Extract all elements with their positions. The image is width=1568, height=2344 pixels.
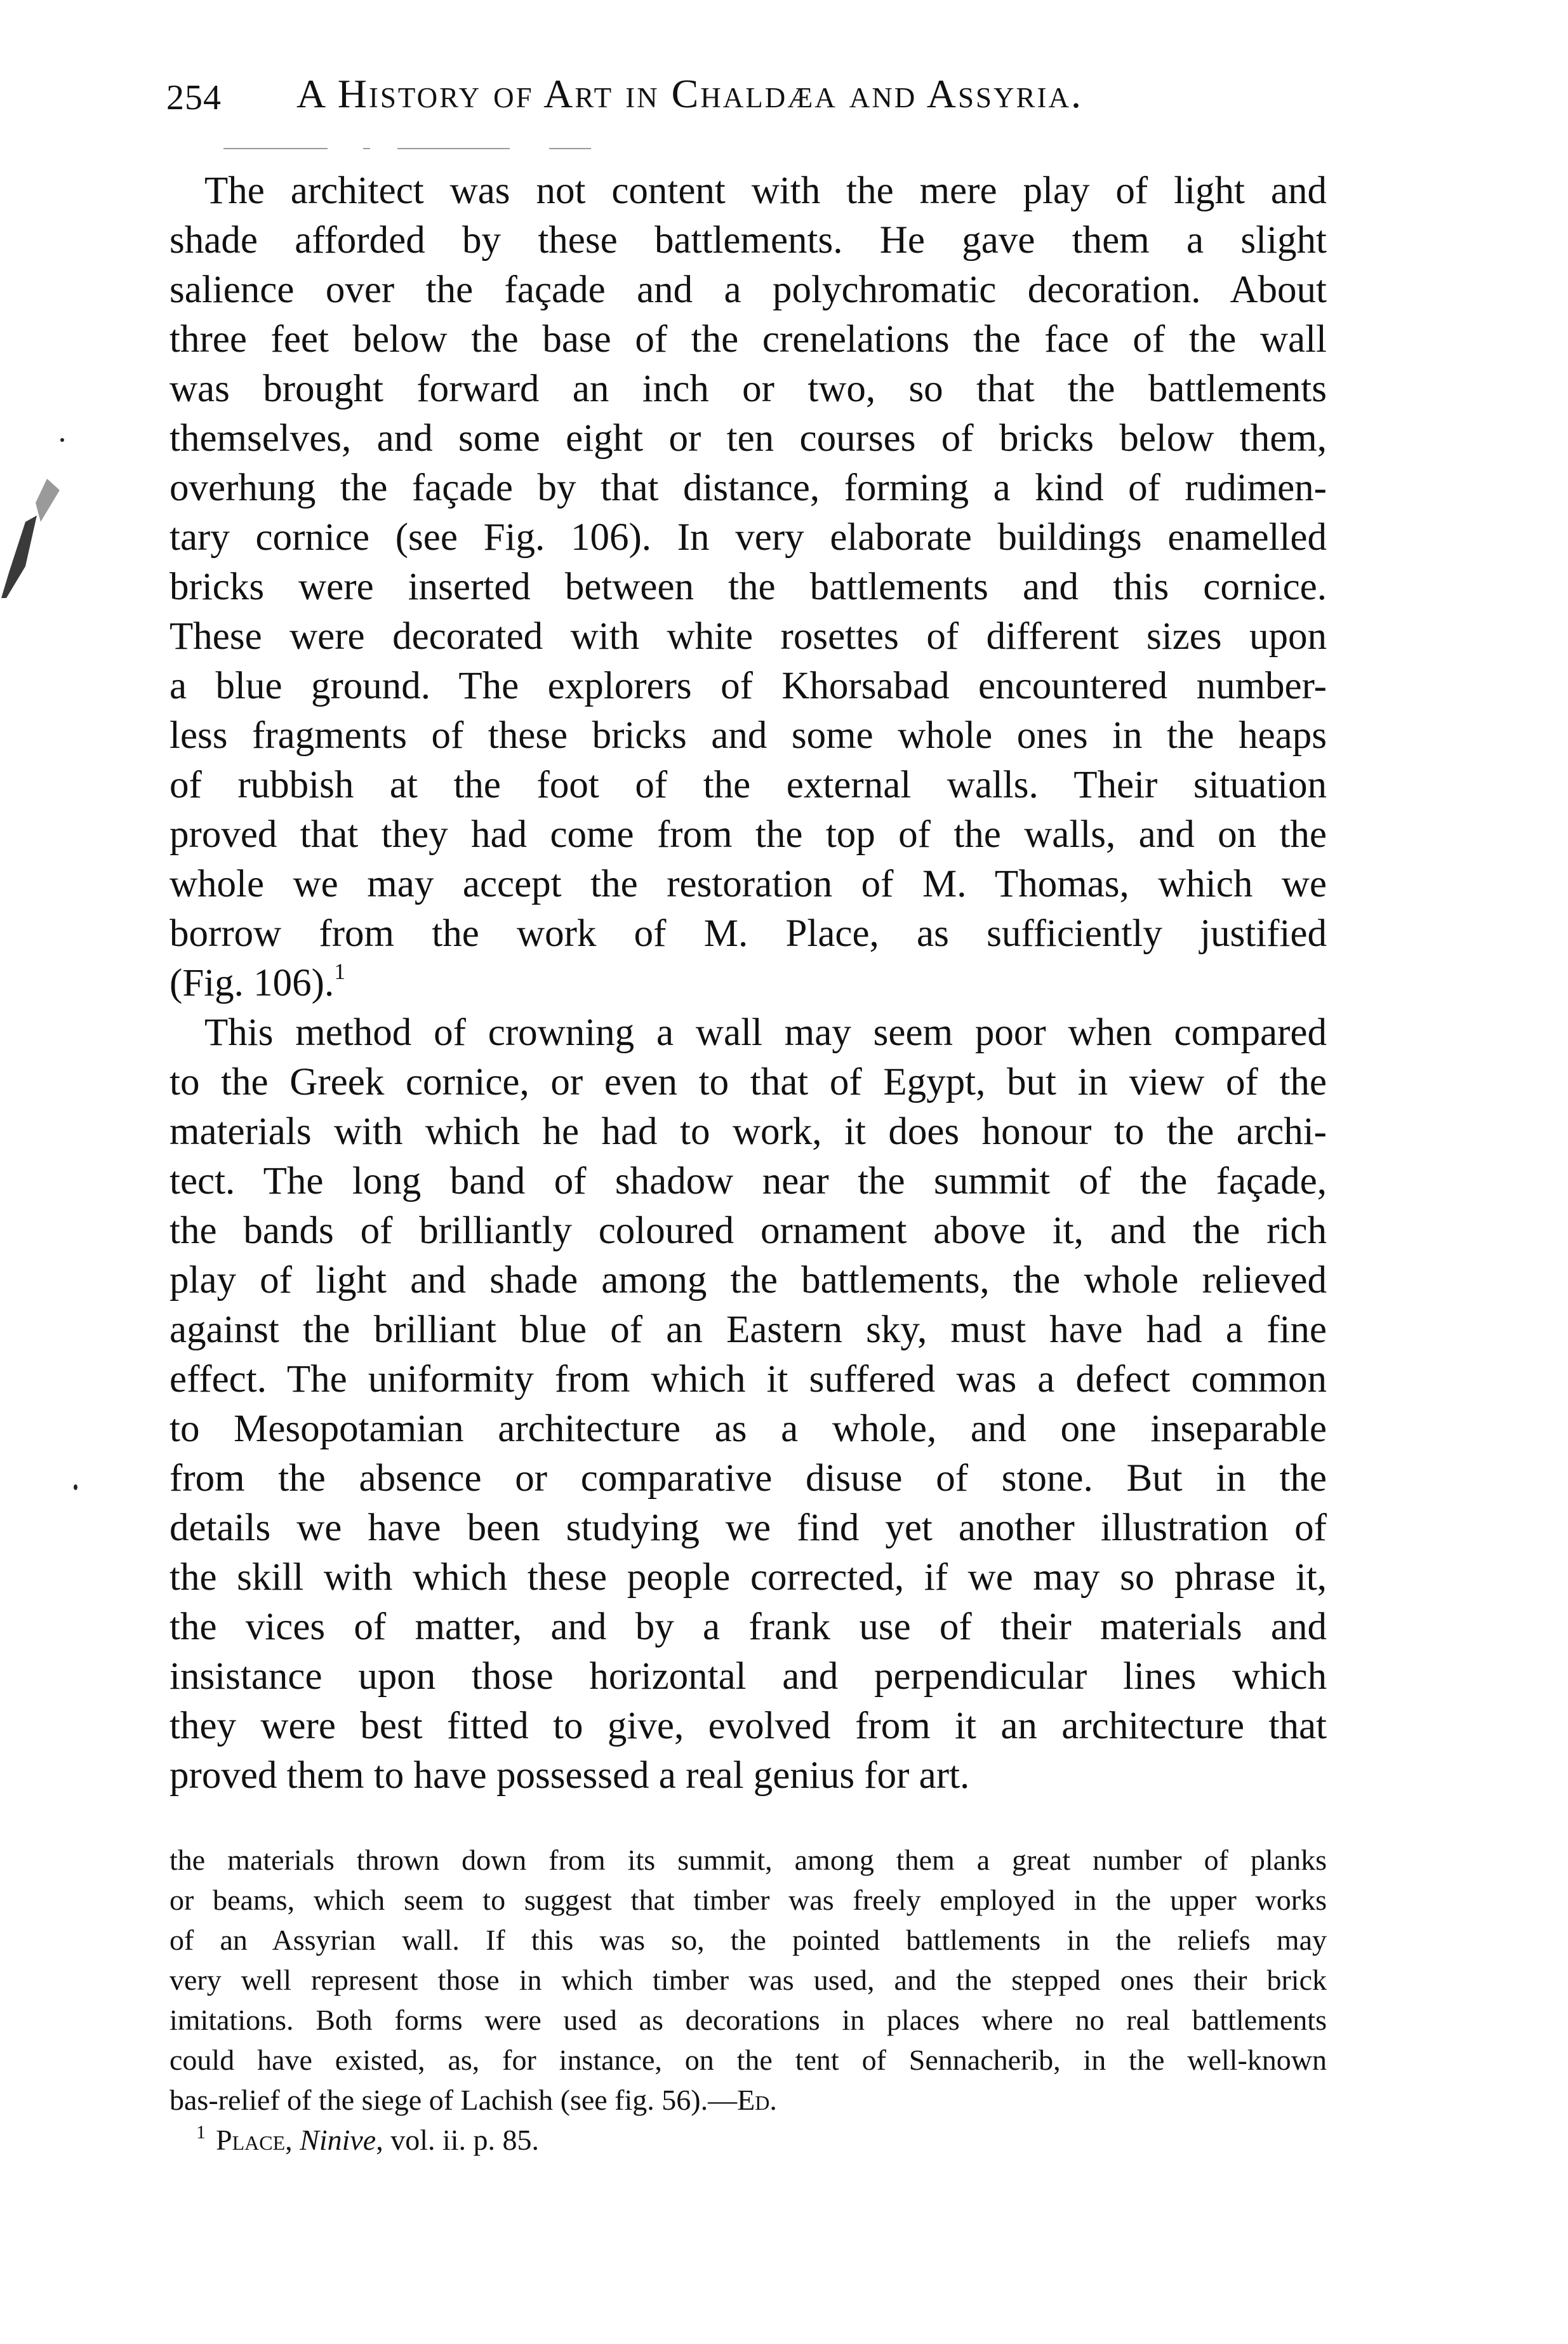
text-line: proved that they had come from the top of the walls, and on the: [169, 813, 1327, 856]
margin-speck: [74, 1484, 77, 1490]
running-header: [166, 71, 1328, 122]
footnote-line-end: [169, 2080, 1327, 2120]
text-line: borrow from the work of M. Place, as sufficiently justified: [169, 912, 1327, 955]
text-line: themselves, and some eight or ten courses of bricks below them,: [169, 417, 1327, 460]
header-rule: [397, 148, 510, 149]
footnote-number: 1: [196, 2122, 206, 2143]
text-line: bricks were inserted between the battlements and this cornice.: [169, 566, 1327, 608]
footnote-title: Ninive: [300, 2124, 376, 2156]
text-line: These were decorated with white rosettes of different sizes upon: [169, 615, 1327, 658]
text-line: The architect was not content with the mere play of light and: [204, 170, 1327, 212]
footnote-comma: ,: [285, 2124, 300, 2156]
text-line: the bands of brilliantly coloured ornament above it, and the rich: [169, 1209, 1327, 1252]
text-line: tary cornice (see Fig. 106). In very elaborate buildings enamelled: [169, 516, 1327, 559]
text-line: whole we may accept the restoration of M. Thomas, which we: [169, 863, 1327, 905]
text-line: three feet below the base of the crenelations the face of the wall: [169, 318, 1327, 361]
footnote-reference[interactable]: 1: [334, 959, 346, 984]
text-line: play of light and shade among the battlements, the whole relieved: [169, 1259, 1327, 1302]
text-line: overhung the façade by that distance, forming a kind of rudimen-: [169, 467, 1327, 509]
footnote-1: [169, 2120, 1327, 2160]
body-text: [169, 166, 1327, 1801]
footnote-line: the materials thrown down from its summit, among them a great number of planks: [169, 1844, 1327, 1876]
footnote-line: could have existed, as, for instance, on the tent of Sennacherib, in the well-known: [169, 2044, 1327, 2076]
text-line: shade afforded by these battlements. He gave them a slight: [169, 219, 1327, 262]
footnote-line: of an Assyrian wall. If this was so, the pointed battlements in the reliefs may: [169, 1924, 1327, 1956]
text-line: salience over the façade and a polychromatic decoration. About: [169, 269, 1327, 311]
text-line: to Mesopotamian architecture as a whole, and one inseparable: [169, 1408, 1327, 1450]
text-line: less fragments of these bricks and some whole ones in the heaps: [169, 714, 1327, 757]
text-line: the skill with which these people corrected, if we may so phrase it,: [169, 1556, 1327, 1599]
page-number: 254: [166, 78, 222, 117]
text-line: a blue ground. The explorers of Khorsabad encountered number-: [169, 665, 1327, 707]
footnotes: [169, 1840, 1327, 2160]
running-title: A History of Art in Chaldæa and Assyria.: [296, 71, 1084, 116]
text-line: against the brilliant blue of an Eastern sky, must have had a fine: [169, 1309, 1327, 1351]
text-line: insistance upon those horizontal and perpendicular lines which: [169, 1655, 1327, 1698]
text-line: tect. The long band of shadow near the summit of the façade,: [169, 1160, 1327, 1202]
text-line: the vices of matter, and by a frank use of their materials and: [169, 1606, 1327, 1648]
margin-pencil-mark-icon: [0, 477, 63, 598]
footnote-line: imitations. Both forms were used as decorations in places where no real battlements: [169, 2004, 1327, 2036]
text-line: (Fig. 106).: [169, 962, 335, 1004]
text-line: from the absence or comparative disuse of stone. But in the: [169, 1457, 1327, 1500]
footnote-citation: , vol. ii. p. 85.: [376, 2124, 540, 2156]
text-line: was brought forward an inch or two, so that the battlements: [169, 368, 1327, 410]
header-rule: [363, 148, 370, 149]
text-line: effect. The uniformity from which it suffered was a defect common: [169, 1358, 1327, 1401]
footnote-line: very well represent those in which timber was used, and the stepped ones their brick: [169, 1964, 1327, 1996]
footnote-line: bas-relief of the siege of Lachish (see fig. 56).—: [169, 2084, 738, 2116]
header-rule: [549, 148, 591, 149]
text-line: of rubbish at the foot of the external walls. Their situation: [169, 764, 1327, 806]
text-line: to the Greek cornice, or even to that of Egypt, but in view of the: [169, 1061, 1327, 1103]
text-line: This method of crowning a wall may seem poor when compared: [204, 1011, 1327, 1054]
header-rule: [223, 148, 328, 149]
text-line: proved them to have possessed a real genius for art.: [169, 1754, 970, 1797]
text-line: materials with which he had to work, it does honour to the archi-: [169, 1110, 1327, 1153]
editor-mark: Ed.: [737, 2084, 777, 2116]
text-line: they were best fitted to give, evolved from it an architecture that: [169, 1705, 1327, 1747]
text-line-with-footnote-ref: [169, 959, 1327, 1008]
footnote-author: Place: [216, 2124, 286, 2156]
text-line: details we have been studying we find yet another illustration of: [169, 1507, 1327, 1549]
footnote-line: or beams, which seem to suggest that timber was freely employed in the upper works: [169, 1884, 1327, 1916]
margin-speck: [60, 438, 64, 442]
